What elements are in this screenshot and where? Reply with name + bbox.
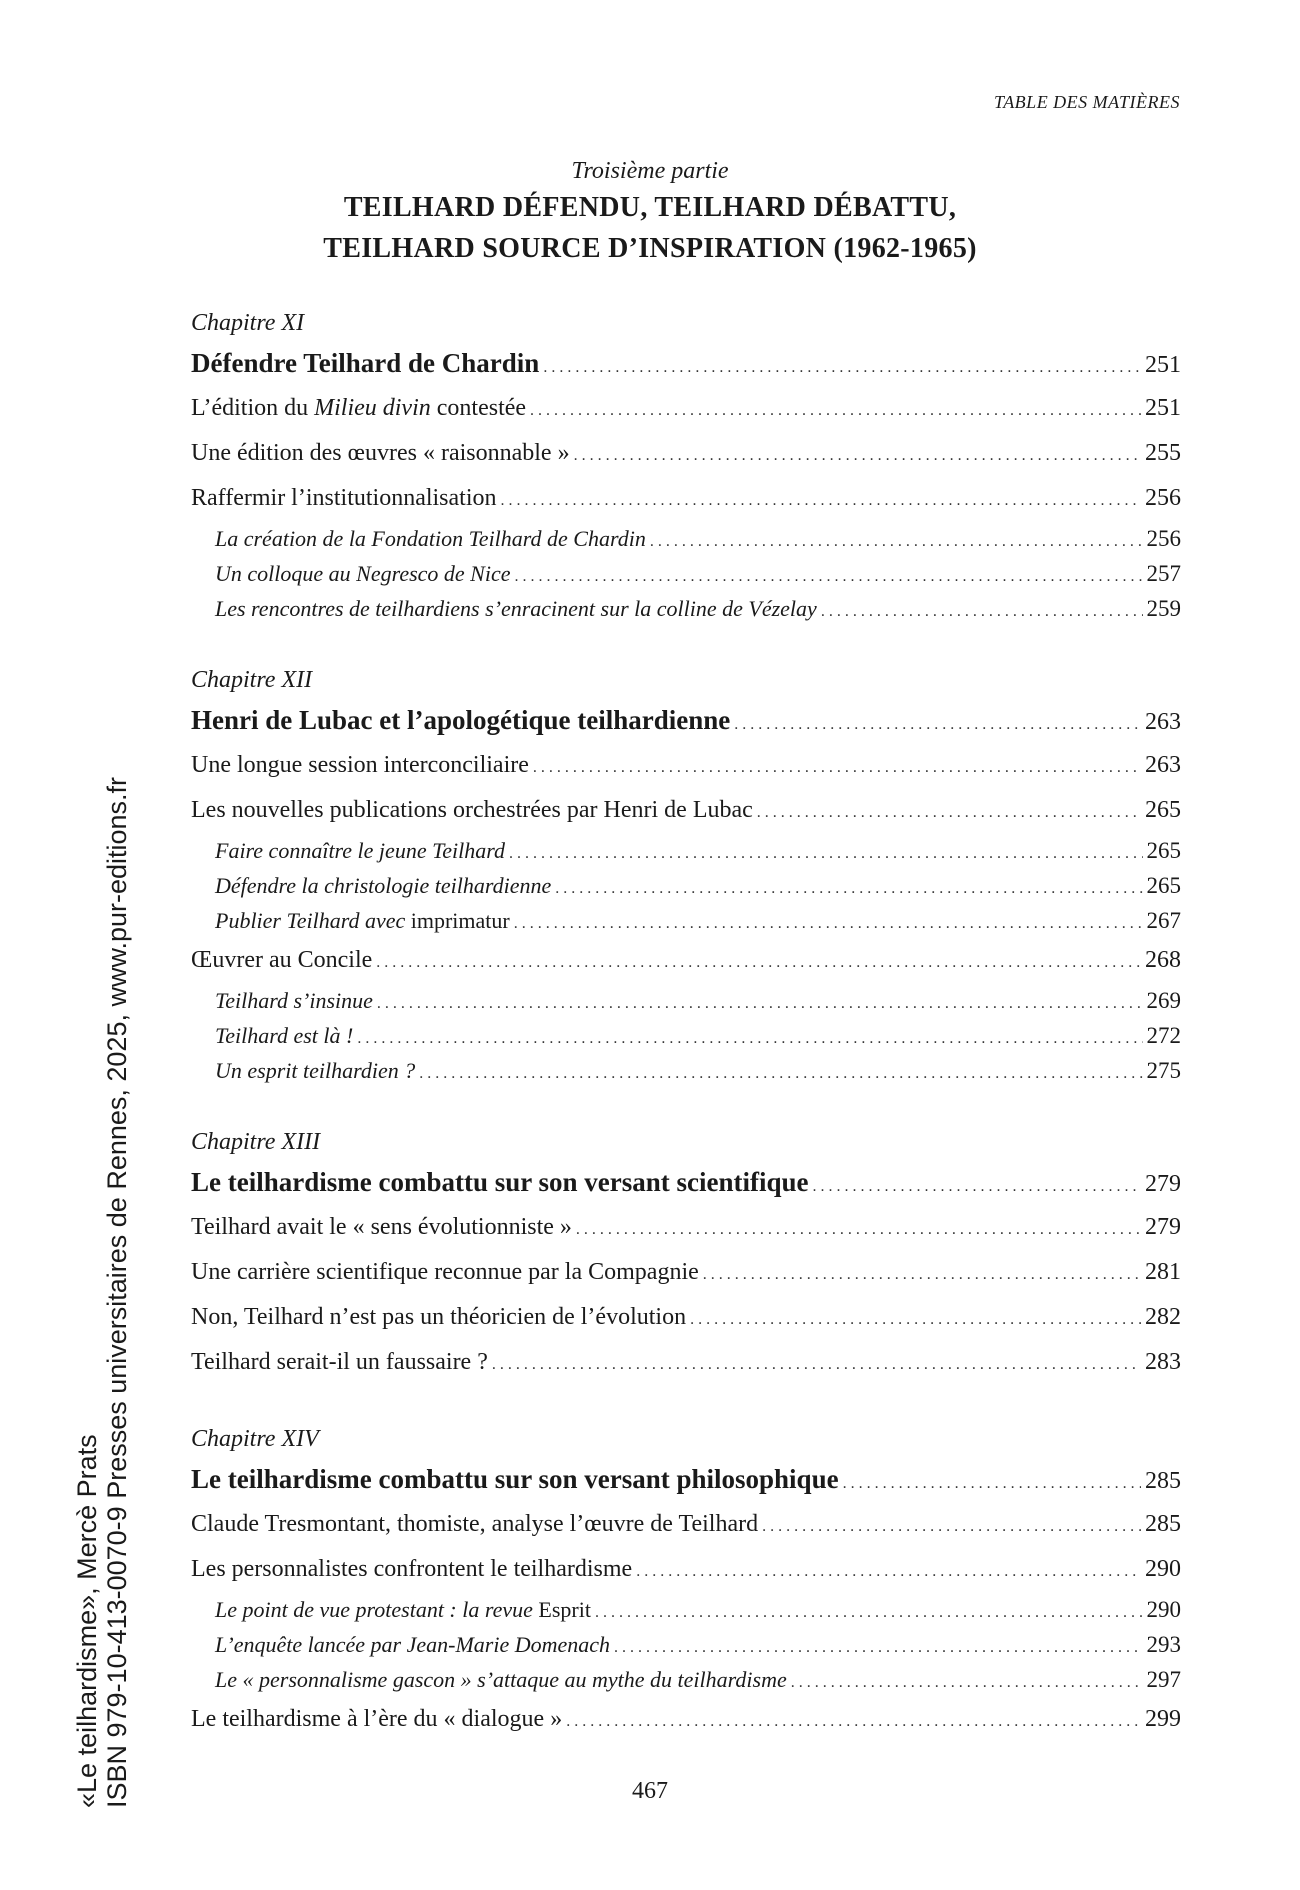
page-ref: 255	[1145, 440, 1181, 466]
dot-leader	[734, 702, 1141, 747]
page-ref: 297	[1146, 1667, 1181, 1692]
page-ref: 257	[1146, 561, 1181, 586]
chapter-xiii	[191, 1124, 1181, 1385]
dot-leader	[501, 478, 1141, 523]
page-ref: 251	[1145, 352, 1181, 378]
toc-subentry[interactable]	[191, 556, 1181, 591]
page-ref: 256	[1146, 526, 1181, 551]
subentry-title: Le « personnalisme gascon » s’attaque au mythe du teilhardisme	[215, 1667, 787, 1692]
dot-leader	[812, 1164, 1141, 1209]
dot-leader	[576, 1207, 1141, 1252]
subentry-title: La création de la Fondation Teilhard de Chardin	[215, 526, 646, 551]
subentry-title: Teilhard est là !	[215, 1023, 354, 1048]
running-head: TABLE DES MATIÈRES	[994, 92, 1180, 112]
chapter-title-entry[interactable]	[191, 1457, 1181, 1502]
part-title-line-1: TEILHARD DÉFENDU, TEILHARD DÉBATTU,	[343, 192, 957, 223]
dot-leader	[357, 1021, 1142, 1056]
page-ref: 263	[1145, 709, 1181, 735]
dot-leader	[821, 594, 1143, 629]
page-ref: 256	[1145, 485, 1181, 511]
dot-leader	[566, 1699, 1141, 1744]
dot-leader	[636, 1549, 1141, 1594]
side-note-line-1: «Le teilhardisme», Mercè Prats	[72, 1434, 102, 1808]
dot-leader	[762, 1504, 1141, 1549]
page-ref: 293	[1146, 1632, 1181, 1657]
page-ref: 290	[1145, 1556, 1181, 1582]
toc-subentry[interactable]	[191, 868, 1181, 903]
subentry-title: Teilhard s’insinue	[215, 988, 373, 1013]
dot-leader	[574, 433, 1141, 478]
subentry-title: Un esprit teilhardien ?	[215, 1058, 416, 1083]
chapter-title-entry[interactable]	[191, 698, 1181, 743]
toc-entry[interactable]	[191, 476, 1181, 521]
toc-subentry[interactable]	[191, 833, 1181, 868]
dot-leader	[514, 906, 1143, 941]
subentry-title: Faire connaître le jeune Teilhard	[215, 838, 506, 863]
chapter-xiv	[191, 1421, 1181, 1742]
dot-leader	[555, 871, 1142, 906]
page-ref: 272	[1146, 1023, 1181, 1048]
dot-leader	[614, 1630, 1142, 1665]
toc-subentry[interactable]	[191, 903, 1181, 938]
dot-leader	[515, 559, 1143, 594]
dot-leader	[376, 940, 1141, 985]
chapter-title-entry[interactable]	[191, 1160, 1181, 1205]
toc-entry[interactable]	[191, 788, 1181, 833]
page-ref: 265	[1146, 838, 1181, 863]
dot-leader	[650, 524, 1143, 559]
toc-entry[interactable]	[191, 938, 1181, 983]
dot-leader	[377, 986, 1143, 1021]
entry-title: Une édition des œuvres « raisonnable »	[191, 440, 570, 466]
page-ref: 269	[1146, 988, 1181, 1013]
dot-leader	[530, 388, 1141, 433]
page-ref: 285	[1145, 1468, 1181, 1494]
toc-entry[interactable]	[191, 431, 1181, 476]
chapter-title: Henri de Lubac et l’apologétique teilhardienne	[191, 705, 731, 735]
side-copyright-note	[72, 777, 132, 1808]
subentry-title: Un colloque au Negresco de Nice	[215, 561, 511, 586]
page-ref: 263	[1145, 752, 1181, 778]
toc-subentry[interactable]	[191, 521, 1181, 556]
toc-entry[interactable]	[191, 1697, 1181, 1742]
toc-entry[interactable]	[191, 1340, 1181, 1385]
chapter-title-entry[interactable]	[191, 341, 1181, 386]
toc-subentry[interactable]	[191, 591, 1181, 626]
dot-leader	[543, 345, 1141, 390]
entry-title: Teilhard serait-il un faussaire ?	[191, 1349, 488, 1375]
dot-leader	[791, 1665, 1143, 1700]
dot-leader	[509, 836, 1142, 871]
dot-leader	[595, 1595, 1143, 1630]
toc-entry[interactable]	[191, 1295, 1181, 1340]
page-ref: 279	[1145, 1214, 1181, 1240]
page-ref: 281	[1145, 1259, 1181, 1285]
dot-leader	[492, 1342, 1141, 1387]
subentry-title: Défendre la christologie teilhardienne	[215, 873, 552, 898]
chapter-label: Chapitre XIV	[191, 1426, 319, 1452]
entry-title: Raffermir l’institutionnalisation	[191, 485, 497, 511]
entry-title: Le teilhardisme à l’ère du « dialogue »	[191, 1706, 563, 1732]
page-ref: 265	[1146, 873, 1181, 898]
page-ref: 283	[1145, 1349, 1181, 1375]
page-ref: 259	[1146, 596, 1181, 621]
subentry-title: L’enquête lancée par Jean-Marie Domenach	[215, 1632, 611, 1657]
entry-title: L’édition du Milieu divin contestée	[191, 395, 527, 421]
subentry-title: Le point de vue protestant : la revue Esprit	[215, 1597, 591, 1622]
part-heading	[0, 155, 1300, 269]
toc-subentry[interactable]	[191, 1592, 1181, 1627]
chapter-title: Le teilhardisme combattu sur son versant scientifique	[191, 1167, 809, 1197]
toc-entry[interactable]	[191, 743, 1181, 788]
page-ref: 299	[1145, 1706, 1181, 1732]
entry-title: Les nouvelles publications orchestrées par Henri de Lubac	[191, 797, 753, 823]
toc-entry[interactable]	[191, 1250, 1181, 1295]
toc-subentry[interactable]	[191, 1627, 1181, 1662]
chapter-label: Chapitre XI	[191, 310, 305, 336]
page-ref: 251	[1145, 395, 1181, 421]
toc-entry[interactable]	[191, 386, 1181, 431]
toc-entry[interactable]	[191, 1547, 1181, 1592]
page-ref: 268	[1145, 947, 1181, 973]
subentry-title: Publier Teilhard avec imprimatur	[215, 908, 510, 933]
part-title-line-2: TEILHARD SOURCE D’INSPIRATION (1962-1965)	[323, 233, 977, 264]
toc-subentry[interactable]	[191, 1053, 1181, 1088]
side-note-line-2: ISBN 979-10-413-0070-9 Presses universitaires de Rennes, 2025, www.pur-editions.fr	[102, 776, 132, 1808]
page-ref: 279	[1145, 1171, 1181, 1197]
dot-leader	[757, 790, 1141, 835]
chapter-xi	[191, 305, 1181, 626]
dot-leader	[690, 1297, 1141, 1342]
page-ref: 290	[1146, 1597, 1181, 1622]
subentry-title: Les rencontres de teilhardiens s’enracinent sur la colline de Vézelay	[215, 596, 817, 621]
page-ref: 275	[1146, 1058, 1181, 1083]
page-ref: 282	[1145, 1304, 1181, 1330]
dot-leader	[419, 1056, 1142, 1091]
entry-title: Une carrière scientifique reconnue par la Compagnie	[191, 1259, 699, 1285]
page-number: 467	[632, 1778, 668, 1804]
entry-title: Claude Tresmontant, thomiste, analyse l’œuvre de Teilhard	[191, 1511, 759, 1537]
chapter-title: Défendre Teilhard de Chardin	[191, 348, 540, 378]
entry-title: Une longue session interconciliaire	[191, 752, 529, 778]
dot-leader	[843, 1461, 1141, 1506]
part-label: Troisième partie	[571, 158, 729, 184]
toc-subentry[interactable]	[191, 1662, 1181, 1697]
entry-title: Œuvrer au Concile	[191, 947, 373, 973]
dot-leader	[703, 1252, 1141, 1297]
entry-title: Teilhard avait le « sens évolutionniste »	[191, 1214, 572, 1240]
toc-entry[interactable]	[191, 1502, 1181, 1547]
toc-subentry[interactable]	[191, 1018, 1181, 1053]
chapter-xii	[191, 662, 1181, 1088]
page-ref: 285	[1145, 1511, 1181, 1537]
chapter-label: Chapitre XII	[191, 667, 313, 693]
chapter-label: Chapitre XIII	[191, 1129, 321, 1155]
page-ref: 265	[1145, 797, 1181, 823]
dot-leader	[533, 745, 1141, 790]
page-ref: 267	[1146, 908, 1181, 933]
entry-title: Les personnalistes confrontent le teilhardisme	[191, 1556, 633, 1582]
toc-entry[interactable]	[191, 1205, 1181, 1250]
table-of-contents	[191, 305, 1181, 1742]
toc-subentry[interactable]	[191, 983, 1181, 1018]
entry-title: Non, Teilhard n’est pas un théoricien de l’évolution	[191, 1304, 687, 1330]
chapter-title: Le teilhardisme combattu sur son versant philosophique	[191, 1464, 839, 1494]
